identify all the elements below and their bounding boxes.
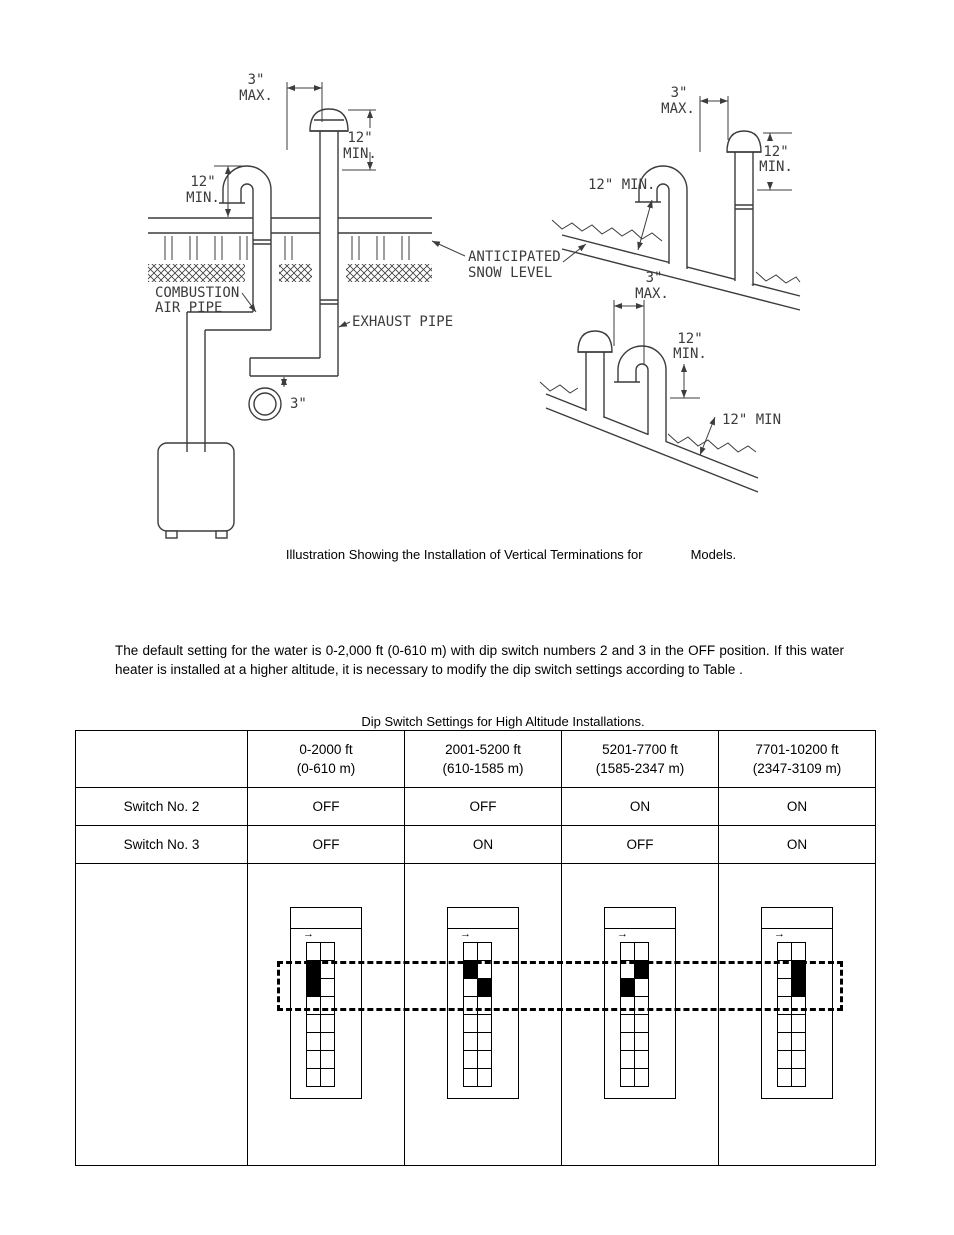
dip-position-cell [320, 1014, 334, 1032]
dip-position-cell [777, 1050, 791, 1068]
switch-3-row [76, 826, 876, 864]
switch-2-label: Switch No. 2 [76, 788, 248, 826]
dip-top-line [291, 928, 361, 929]
svg-text:MIN.: MIN. [673, 346, 707, 362]
dip-diagram-row [76, 864, 876, 1166]
model-name-blank [643, 547, 691, 562]
svg-text:MIN.: MIN. [759, 159, 793, 175]
switch-3-value: ON [719, 826, 876, 864]
dip-position-cell [634, 1050, 648, 1068]
dip-position-cell [306, 1032, 320, 1050]
dim-3max-lower: 3" [645, 270, 663, 286]
dip-direction-arrow-icon: → [617, 928, 628, 940]
dip-diagram-cell [248, 864, 405, 1166]
switch-3-value: OFF [562, 826, 719, 864]
dip-position-cell [634, 1068, 648, 1086]
dip-position-cell [306, 1068, 320, 1086]
dip-position-cell [777, 942, 791, 960]
dim-3max-flat: 3" [247, 72, 265, 88]
altitude-paragraph: The default setting for the water is 0-2,000 ft (0-610 m) with dip switch numbers 2 and 3 in the OFF position. If this water heater is installed at a higher altitude, it is necessary to modify the dip switch settings according to Table . [115, 643, 844, 677]
dip-position-cell [620, 1014, 634, 1032]
dip-position-cell [477, 1068, 491, 1086]
dip-position-cell [463, 1050, 477, 1068]
illustration-caption [68, 547, 954, 562]
dip-position-cell [620, 1068, 634, 1086]
dip-position-cell [306, 1050, 320, 1068]
dip-switch-table [75, 730, 876, 1166]
dip-position-cell [477, 1032, 491, 1050]
dip-position-cell [777, 1032, 791, 1050]
dip-position-cell [791, 1068, 805, 1086]
dip-position-cell [777, 1068, 791, 1086]
svg-text:MIN.: MIN. [186, 190, 220, 206]
switch-2-row [76, 788, 876, 826]
illustration-caption-models: Models. [690, 547, 737, 562]
dip-position-cell [463, 1068, 477, 1086]
sloped-roof-lower-drawing [540, 270, 781, 492]
dip-position-cell [634, 1032, 648, 1050]
flat-roof-drawing [148, 72, 586, 538]
dip-position-cell [463, 942, 477, 960]
dip-position-cell [620, 1032, 634, 1050]
dip-top-line [448, 928, 518, 929]
dip-diagram-cell [719, 864, 876, 1166]
diagram-spacer-cell [76, 864, 248, 1166]
switch-2-value: ON [562, 788, 719, 826]
dip-position-cell [791, 942, 805, 960]
dip-position-cell [320, 942, 334, 960]
dip-position-cell [791, 1050, 805, 1068]
combustion-air-pipe-label: COMBUSTION [155, 285, 240, 301]
dip-direction-arrow-icon: → [774, 928, 785, 940]
dip-top-line [762, 928, 832, 929]
dip-diagram-cell [405, 864, 562, 1166]
switch-2-value: OFF [248, 788, 405, 826]
dip-diagram-cell [562, 864, 719, 1166]
dip-position-cell [320, 1068, 334, 1086]
dip-position-cell [477, 942, 491, 960]
dip-position-cell [791, 1032, 805, 1050]
svg-text:MAX.: MAX. [661, 101, 695, 117]
svg-text:AIR PIPE: AIR PIPE [155, 300, 223, 316]
svg-text:MAX.: MAX. [635, 286, 669, 302]
dim-3-circle: 3" [290, 396, 307, 412]
dip-position-cell [306, 1014, 320, 1032]
dip-position-cell [477, 1050, 491, 1068]
switch-2-value: ON [719, 788, 876, 826]
dim-12min-cap-upper: 12" [763, 144, 789, 160]
altitude-header-row [76, 731, 876, 788]
switch-3-value: OFF [248, 826, 405, 864]
svg-text:MAX.: MAX. [239, 88, 273, 104]
switch-3-value: ON [405, 826, 562, 864]
header-spacer-cell [76, 731, 248, 788]
dip-position-cell [463, 1032, 477, 1050]
svg-text:SNOW LEVEL: SNOW LEVEL [468, 265, 553, 281]
dip-position-cell [477, 1014, 491, 1032]
column-header-0-2000: 0-2000 ft (0-610 m) [248, 731, 405, 788]
dip-switch-highlight-box [277, 961, 843, 1011]
dip-position-cell [306, 942, 320, 960]
vent-termination-illustration [0, 0, 954, 560]
dip-position-cell [777, 1014, 791, 1032]
exhaust-pipe-label: EXHAUST PIPE [352, 314, 454, 330]
dim-12min-slope-upper: 12" MIN. [588, 177, 656, 193]
svg-text:MIN.: MIN. [343, 146, 377, 162]
dim-3max-upper: 3" [670, 85, 688, 101]
dip-position-cell [620, 942, 634, 960]
anticipated-snow-level-label: ANTICIPATED [468, 249, 561, 265]
switch-2-value: OFF [405, 788, 562, 826]
column-header-7701-10200: 7701-10200 ft (2347-3109 m) [719, 731, 876, 788]
dim-12min-slope-lower: 12" MIN [722, 412, 782, 428]
illustration-caption-text: Illustration Showing the Installation of Vertical Terminations for [285, 547, 643, 562]
dip-position-cell [791, 1014, 805, 1032]
sloped-roof-upper-drawing [552, 85, 800, 310]
column-header-2001-5200: 2001-5200 ft (610-1585 m) [405, 731, 562, 788]
dip-position-cell [620, 1050, 634, 1068]
dip-direction-arrow-icon: → [460, 928, 471, 940]
dim-12min-cap-flat: 12" [347, 130, 373, 146]
dim-12min-lower: 12" [677, 331, 703, 347]
table-caption: Dip Switch Settings for High Altitude Installations. [361, 714, 645, 729]
dip-direction-arrow-icon: → [303, 928, 314, 940]
column-header-5201-7700: 5201-7700 ft (1585-2347 m) [562, 731, 719, 788]
dim-12min-roof-flat: 12" [190, 174, 216, 190]
dip-position-cell [634, 942, 648, 960]
dip-top-line [605, 928, 675, 929]
dip-position-cell [463, 1014, 477, 1032]
dip-position-cell [320, 1032, 334, 1050]
switch-3-label: Switch No. 3 [76, 826, 248, 864]
dip-position-cell [320, 1050, 334, 1068]
dip-position-cell [634, 1014, 648, 1032]
